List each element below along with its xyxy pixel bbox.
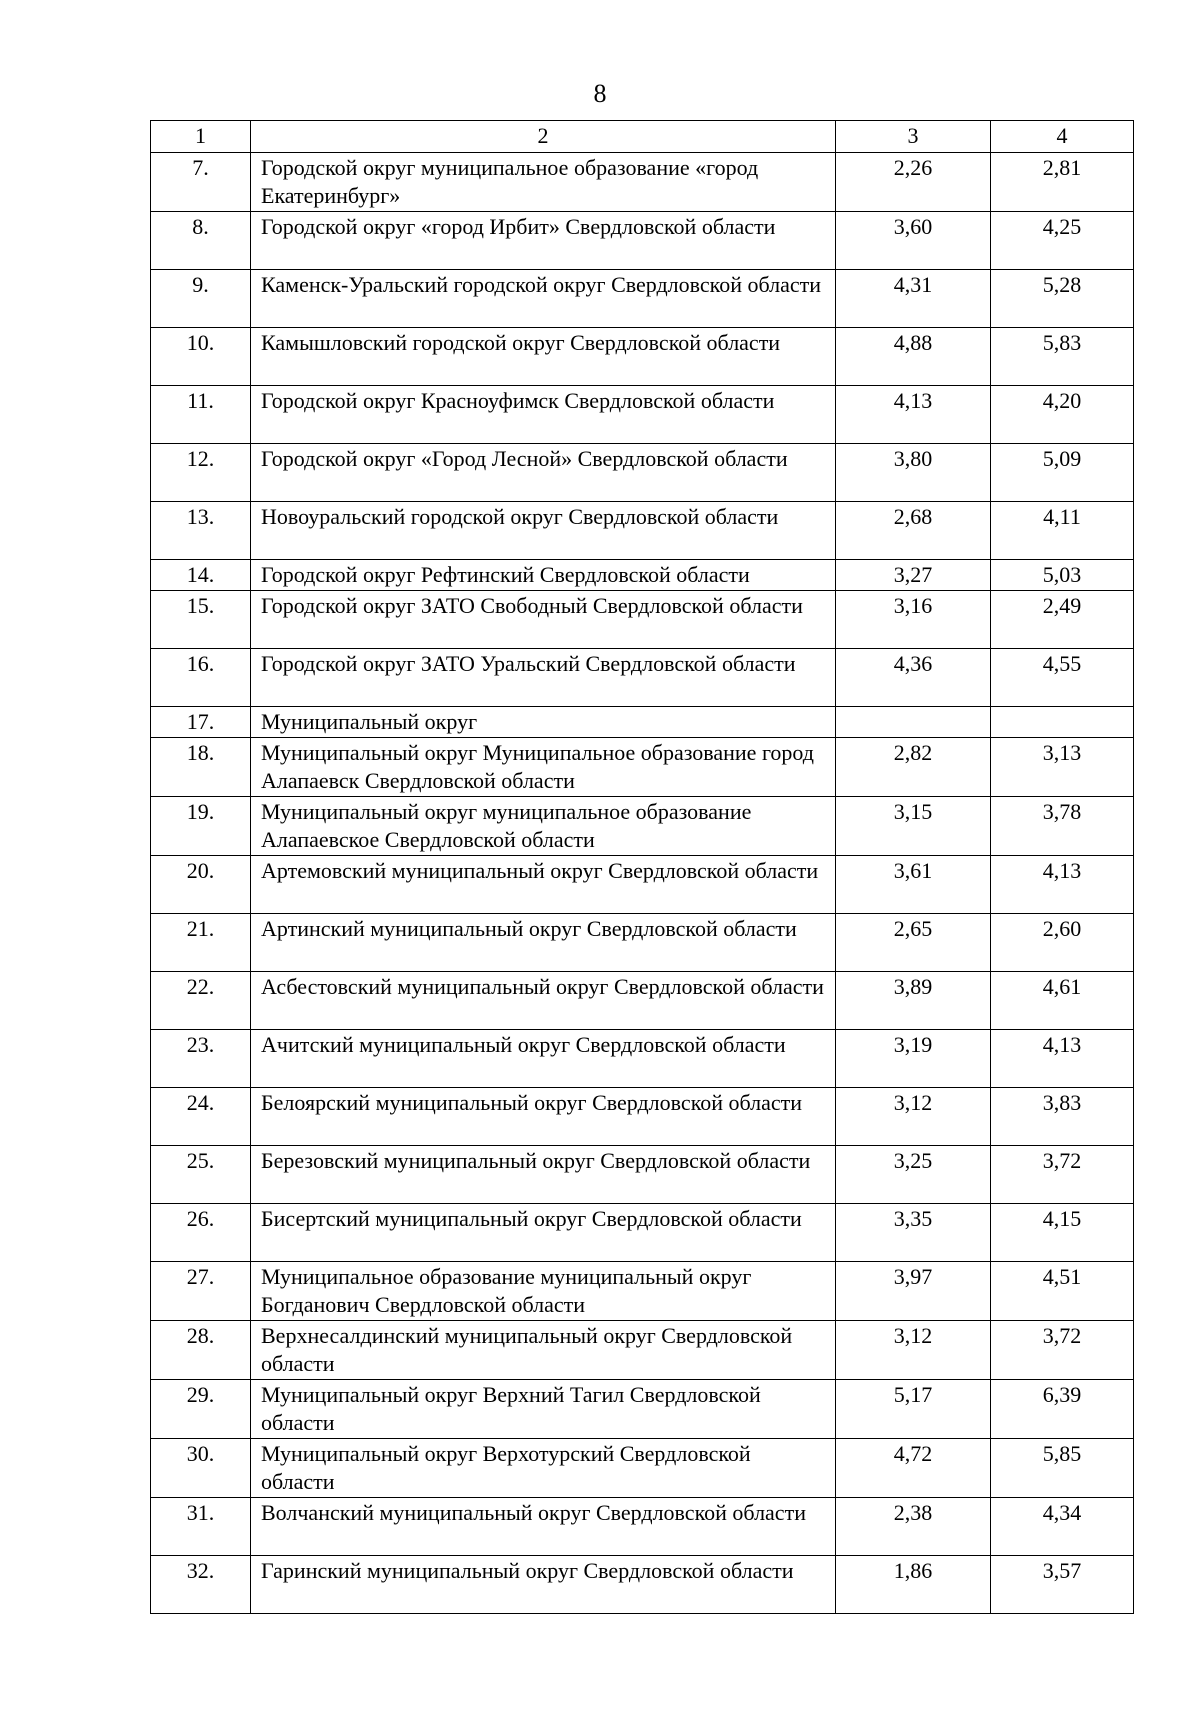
column-4-value-cell: 3,13 (991, 738, 1134, 797)
row-number-cell: 31. (151, 1498, 251, 1556)
municipality-name-cell: Муниципальный округ Верхотурский Свердловской области (251, 1439, 836, 1498)
row-number-cell: 14. (151, 560, 251, 591)
municipality-name-cell: Городской округ Красноуфимск Свердловской области (251, 386, 836, 444)
table-header-row (151, 121, 1134, 153)
column-4-value-cell: 5,28 (991, 270, 1134, 328)
column-header-4: 4 (991, 121, 1134, 153)
column-3-value-cell: 2,38 (836, 1498, 991, 1556)
column-4-value-cell: 4,13 (991, 1030, 1134, 1088)
row-number-cell: 16. (151, 649, 251, 707)
municipality-name-cell: Ачитский муниципальный округ Свердловской области (251, 1030, 836, 1088)
row-number-cell: 7. (151, 153, 251, 212)
row-number-cell: 22. (151, 972, 251, 1030)
table-row (151, 386, 1134, 444)
table-body (151, 121, 1134, 1614)
column-3-value-cell: 1,86 (836, 1556, 991, 1614)
municipality-name-cell: Волчанский муниципальный округ Свердловской области (251, 1498, 836, 1556)
table-row (151, 560, 1134, 591)
table-row (151, 1498, 1134, 1556)
table-row (151, 1088, 1134, 1146)
column-3-value-cell: 3,12 (836, 1088, 991, 1146)
column-4-value-cell: 4,15 (991, 1204, 1134, 1262)
table-row (151, 1030, 1134, 1088)
table-row (151, 972, 1134, 1030)
column-4-value-cell: 4,61 (991, 972, 1134, 1030)
column-4-value-cell (991, 707, 1134, 738)
column-3-value-cell (836, 707, 991, 738)
municipality-name-cell: Городской округ «Город Лесной» Свердловской области (251, 444, 836, 502)
municipality-name-cell: Асбестовский муниципальный округ Свердловской области (251, 972, 836, 1030)
municipality-name-cell: Городской округ Рефтинский Свердловской области (251, 560, 836, 591)
column-3-value-cell: 2,68 (836, 502, 991, 560)
column-3-value-cell: 4,88 (836, 328, 991, 386)
table-row (151, 502, 1134, 560)
column-3-value-cell: 2,65 (836, 914, 991, 972)
column-3-value-cell: 3,89 (836, 972, 991, 1030)
municipality-name-cell: Муниципальный округ Муниципальное образование город Алапаевск Свердловской области (251, 738, 836, 797)
data-table (150, 120, 1134, 1614)
municipality-name-cell: Муниципальное образование муниципальный округ Богданович Свердловской области (251, 1262, 836, 1321)
table-row (151, 707, 1134, 738)
column-4-value-cell: 5,03 (991, 560, 1134, 591)
municipality-name-cell: Муниципальный округ (251, 707, 836, 738)
row-number-cell: 28. (151, 1321, 251, 1380)
municipality-name-cell: Артинский муниципальный округ Свердловской области (251, 914, 836, 972)
column-4-value-cell: 5,83 (991, 328, 1134, 386)
row-number-cell: 18. (151, 738, 251, 797)
column-4-value-cell: 4,55 (991, 649, 1134, 707)
municipality-name-cell: Белоярский муниципальный округ Свердловской области (251, 1088, 836, 1146)
row-number-cell: 23. (151, 1030, 251, 1088)
column-3-value-cell: 3,80 (836, 444, 991, 502)
table-row (151, 1380, 1134, 1439)
column-3-value-cell: 4,13 (836, 386, 991, 444)
row-number-cell: 11. (151, 386, 251, 444)
municipality-name-cell: Городской округ ЗАТО Свободный Свердловской области (251, 591, 836, 649)
column-header-3: 3 (836, 121, 991, 153)
column-4-value-cell: 4,51 (991, 1262, 1134, 1321)
table-row (151, 212, 1134, 270)
table-row (151, 1439, 1134, 1498)
table-row (151, 153, 1134, 212)
column-3-value-cell: 3,19 (836, 1030, 991, 1088)
table-row (151, 797, 1134, 856)
row-number-cell: 21. (151, 914, 251, 972)
municipality-name-cell: Камышловский городской округ Свердловской области (251, 328, 836, 386)
column-4-value-cell: 2,49 (991, 591, 1134, 649)
municipality-name-cell: Гаринский муниципальный округ Свердловской области (251, 1556, 836, 1614)
table-row (151, 856, 1134, 914)
column-3-value-cell: 2,82 (836, 738, 991, 797)
row-number-cell: 12. (151, 444, 251, 502)
column-3-value-cell: 3,97 (836, 1262, 991, 1321)
municipality-name-cell: Артемовский муниципальный округ Свердловской области (251, 856, 836, 914)
column-3-value-cell: 4,31 (836, 270, 991, 328)
table-row (151, 591, 1134, 649)
table-row (151, 1204, 1134, 1262)
column-4-value-cell: 2,60 (991, 914, 1134, 972)
municipality-name-cell: Бисертский муниципальный округ Свердловской области (251, 1204, 836, 1262)
column-4-value-cell: 3,57 (991, 1556, 1134, 1614)
column-4-value-cell: 3,78 (991, 797, 1134, 856)
column-4-value-cell: 4,20 (991, 386, 1134, 444)
column-4-value-cell: 3,72 (991, 1146, 1134, 1204)
row-number-cell: 8. (151, 212, 251, 270)
table-row (151, 738, 1134, 797)
row-number-cell: 10. (151, 328, 251, 386)
page-number: 8 (593, 79, 607, 108)
column-4-value-cell: 5,09 (991, 444, 1134, 502)
municipality-name-cell: Верхнесалдинский муниципальный округ Свердловской области (251, 1321, 836, 1380)
row-number-cell: 9. (151, 270, 251, 328)
row-number-cell: 17. (151, 707, 251, 738)
row-number-cell: 13. (151, 502, 251, 560)
municipality-name-cell: Городской округ муниципальное образование «город Екатеринбург» (251, 153, 836, 212)
table-row (151, 1262, 1134, 1321)
column-4-value-cell: 4,34 (991, 1498, 1134, 1556)
column-3-value-cell: 3,60 (836, 212, 991, 270)
column-header-2: 2 (251, 121, 836, 153)
column-header-1: 1 (151, 121, 251, 153)
municipality-name-cell: Городской округ ЗАТО Уральский Свердловской области (251, 649, 836, 707)
column-3-value-cell: 3,16 (836, 591, 991, 649)
column-4-value-cell: 6,39 (991, 1380, 1134, 1439)
column-4-value-cell: 3,72 (991, 1321, 1134, 1380)
table-row (151, 1556, 1134, 1614)
column-3-value-cell: 3,25 (836, 1146, 991, 1204)
column-3-value-cell: 3,61 (836, 856, 991, 914)
column-4-value-cell: 4,13 (991, 856, 1134, 914)
table-row (151, 270, 1134, 328)
municipality-name-cell: Городской округ «город Ирбит» Свердловской области (251, 212, 836, 270)
column-3-value-cell: 3,15 (836, 797, 991, 856)
column-3-value-cell: 3,35 (836, 1204, 991, 1262)
column-4-value-cell: 4,25 (991, 212, 1134, 270)
table-row (151, 649, 1134, 707)
table-row (151, 1146, 1134, 1204)
column-3-value-cell: 5,17 (836, 1380, 991, 1439)
row-number-cell: 32. (151, 1556, 251, 1614)
municipality-name-cell: Каменск-Уральский городской округ Свердловской области (251, 270, 836, 328)
row-number-cell: 26. (151, 1204, 251, 1262)
column-3-value-cell: 4,72 (836, 1439, 991, 1498)
row-number-cell: 29. (151, 1380, 251, 1439)
column-4-value-cell: 2,81 (991, 153, 1134, 212)
row-number-cell: 20. (151, 856, 251, 914)
column-3-value-cell: 4,36 (836, 649, 991, 707)
row-number-cell: 15. (151, 591, 251, 649)
municipality-name-cell: Березовский муниципальный округ Свердловской области (251, 1146, 836, 1204)
column-3-value-cell: 2,26 (836, 153, 991, 212)
municipality-name-cell: Муниципальный округ муниципальное образование Алапаевское Свердловской области (251, 797, 836, 856)
table-row (151, 328, 1134, 386)
row-number-cell: 24. (151, 1088, 251, 1146)
column-4-value-cell: 3,83 (991, 1088, 1134, 1146)
municipality-name-cell: Новоуральский городской округ Свердловской области (251, 502, 836, 560)
row-number-cell: 19. (151, 797, 251, 856)
table-row (151, 914, 1134, 972)
row-number-cell: 25. (151, 1146, 251, 1204)
row-number-cell: 27. (151, 1262, 251, 1321)
row-number-cell: 30. (151, 1439, 251, 1498)
municipality-name-cell: Муниципальный округ Верхний Тагил Свердловской области (251, 1380, 836, 1439)
column-4-value-cell: 5,85 (991, 1439, 1134, 1498)
column-3-value-cell: 3,27 (836, 560, 991, 591)
column-4-value-cell: 4,11 (991, 502, 1134, 560)
column-3-value-cell: 3,12 (836, 1321, 991, 1380)
table-row (151, 1321, 1134, 1380)
table-row (151, 444, 1134, 502)
